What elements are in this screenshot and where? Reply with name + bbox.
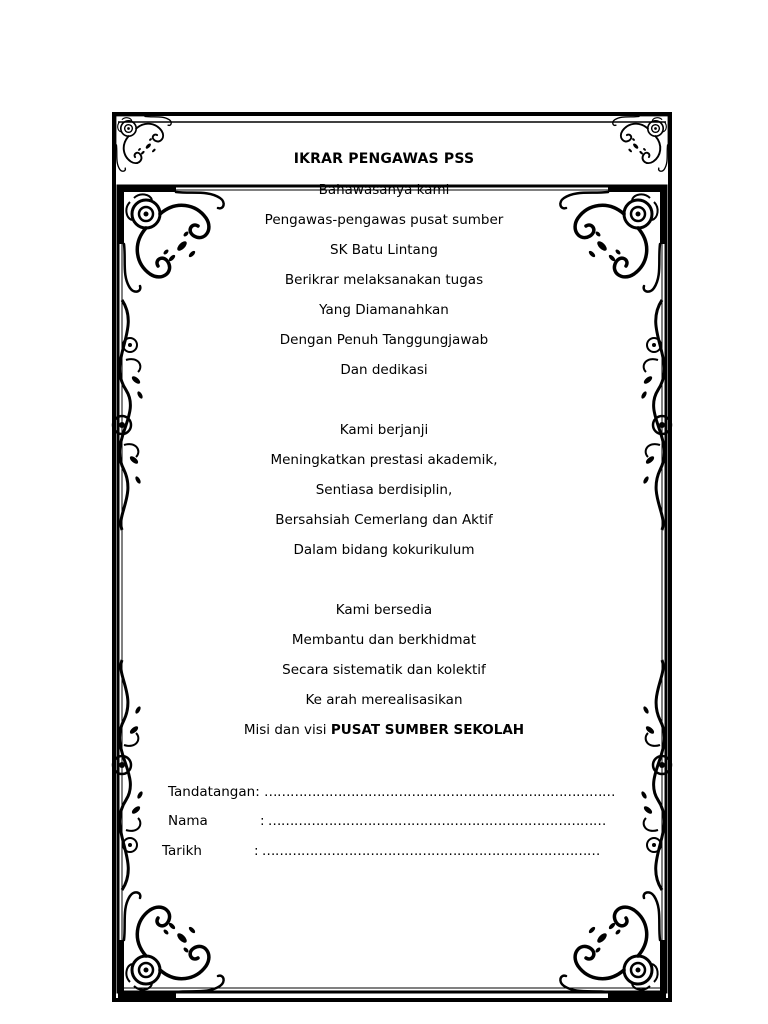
date-blank[interactable]: : …………………………………………………………………… bbox=[254, 843, 600, 859]
pledge-line: Meningkatkan prestasi akademik, bbox=[270, 452, 498, 468]
name-field bbox=[168, 813, 608, 829]
pledge-final-bold: PUSAT SUMBER SEKOLAH bbox=[330, 722, 525, 738]
signature-blank[interactable]: ……………………………………………………………………… bbox=[264, 784, 615, 800]
pledge-line: Yang Diamanahkan bbox=[319, 302, 449, 318]
date-label: Tarikh bbox=[162, 843, 202, 859]
pledge-line: Kami bersedia bbox=[335, 602, 433, 618]
document-title: IKRAR PENGAWAS PSS bbox=[293, 151, 475, 167]
name-blank[interactable]: : …………………………………………………………………… bbox=[260, 813, 606, 829]
name-label: Nama bbox=[168, 813, 208, 829]
signature-label: Tandatangan: bbox=[168, 784, 260, 800]
pledge-line: Membantu dan berkhidmat bbox=[291, 632, 477, 648]
signature-field bbox=[168, 784, 615, 800]
pledge-line: Bahawasanya kami bbox=[318, 182, 450, 198]
pledge-line: Dengan Penuh Tanggungjawab bbox=[279, 332, 489, 348]
pledge-final-line bbox=[150, 722, 618, 738]
pledge-line: Bersahsiah Cemerlang dan Aktif bbox=[275, 512, 493, 528]
pledge-line: Dan dedikasi bbox=[340, 362, 428, 378]
pledge-final-prefix: Misi dan visi bbox=[243, 722, 331, 738]
pledge-line: Berikrar melaksanakan tugas bbox=[284, 272, 484, 288]
pledge-line: Ke arah merealisasikan bbox=[305, 692, 463, 708]
pledge-line: Kami berjanji bbox=[339, 422, 429, 438]
pledge-line: Secara sistematik dan kolektif bbox=[282, 662, 486, 678]
pledge-line: Dalam bidang kokurikulum bbox=[293, 542, 475, 558]
pledge-line: SK Batu Lintang bbox=[330, 242, 438, 258]
pledge-line: Sentiasa berdisiplin, bbox=[315, 482, 453, 498]
date-field bbox=[162, 843, 602, 859]
pledge-line: Pengawas-pengawas pusat sumber bbox=[264, 212, 504, 228]
